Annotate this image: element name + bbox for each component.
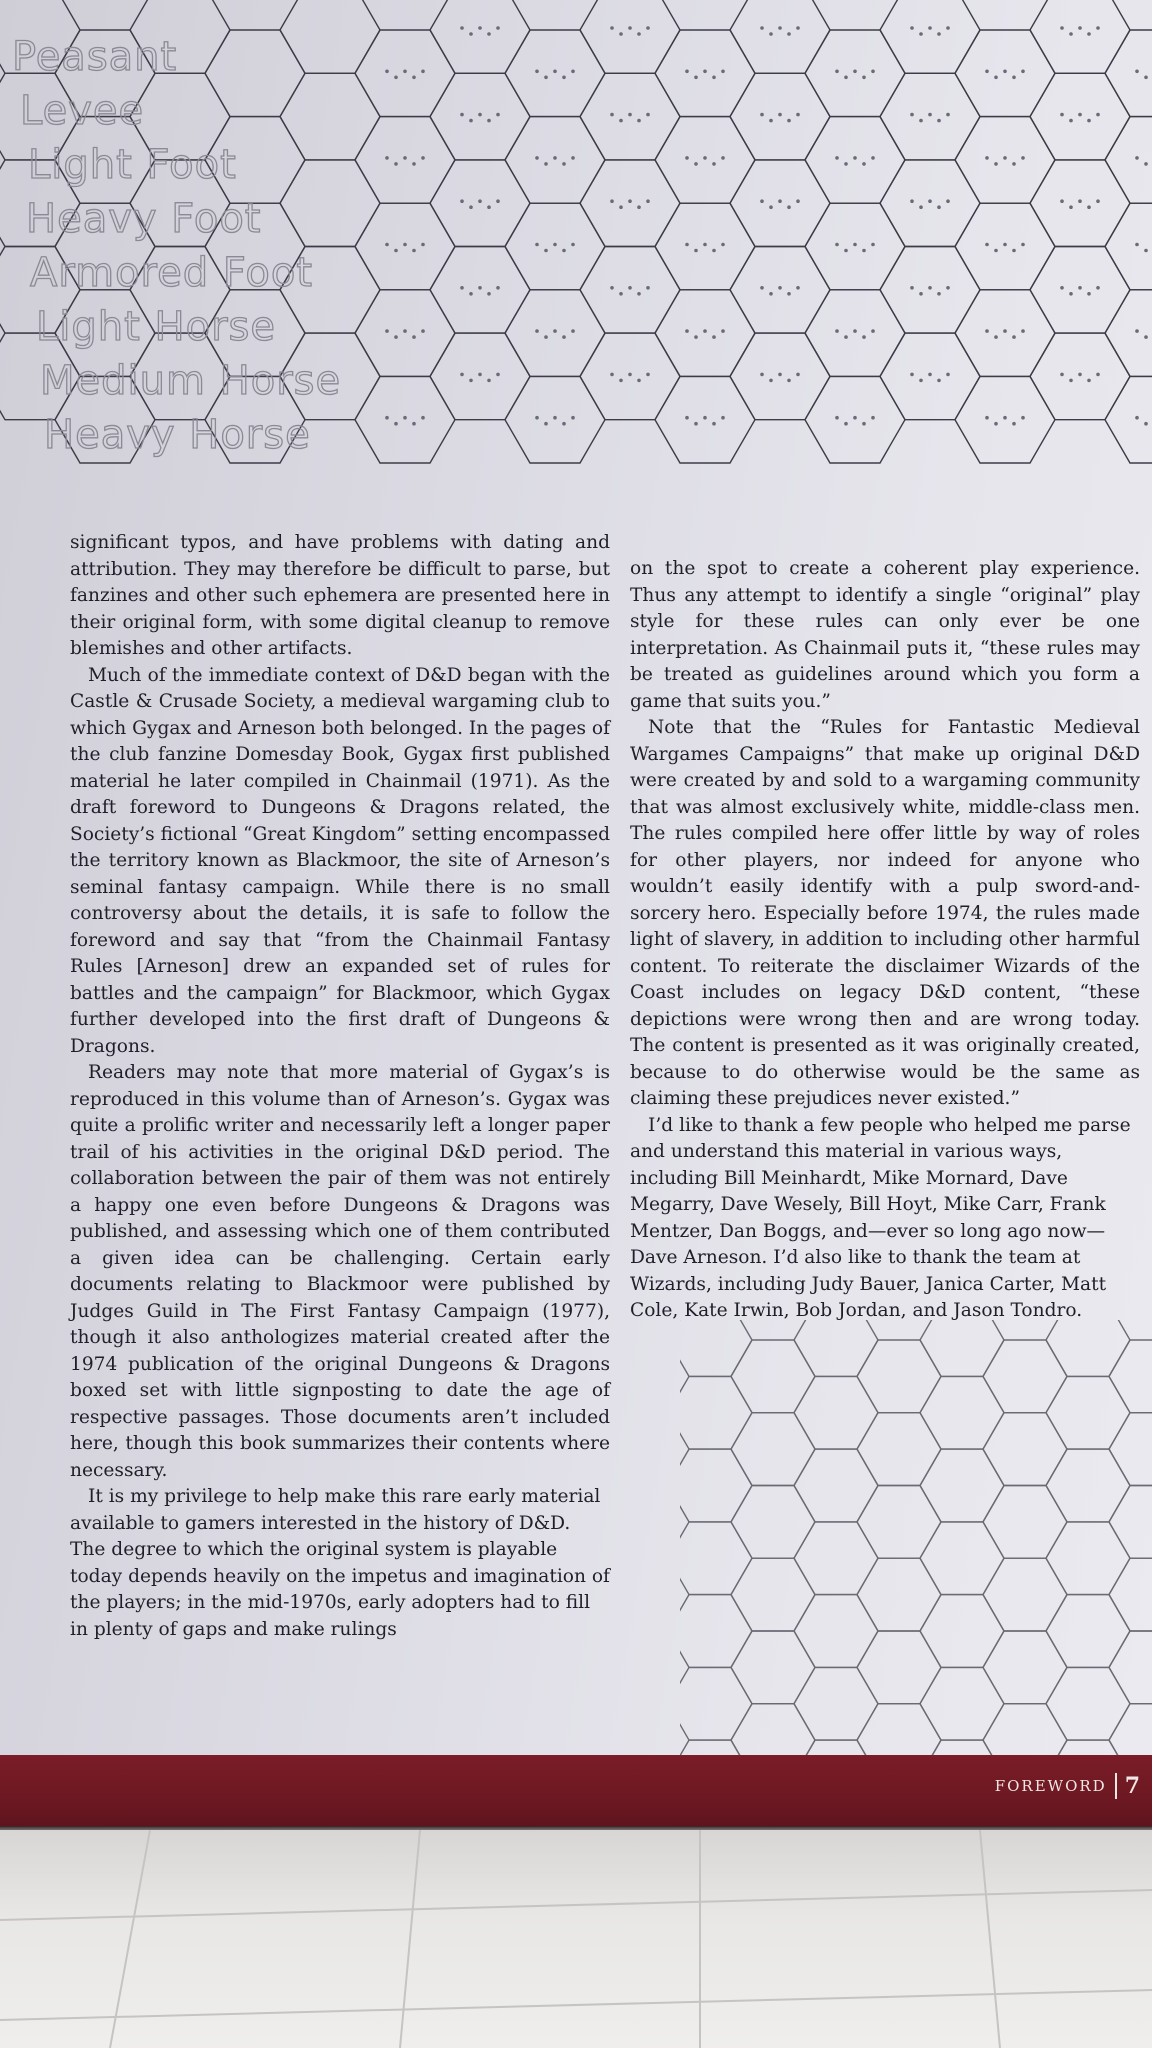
- tile-grid: [0, 1830, 1152, 2048]
- page-footer: [995, 1773, 1140, 1799]
- troop-label: Armored Foot: [30, 250, 314, 296]
- paragraph: I’d like to thank a few people who helped me parse and understand this material in various ways, including Bill Meinhardt, Mike Mornard, Dave Megarry, Dave Wesely, Bill Hoyt, Mike Carr, Frank Mentzer, Dan Boggs, and—ever so long ago now—Dave Arneson. I’d also like to thank the team at Wizards, including Judy Bauer, Janica Carter, Matt Cole, Kate Irwin, Bob Jordan, and Jason Tondro.: [630, 1114, 1131, 1321]
- troop-label: Heavy Foot: [26, 196, 262, 242]
- footer-divider: [1115, 1773, 1117, 1799]
- text-column-right: [630, 556, 1140, 1325]
- text-column-left: [70, 530, 610, 1643]
- hex-map-illustration-bottom: [680, 1320, 1152, 1760]
- troop-label: Light Horse: [36, 304, 276, 350]
- paragraph: Note that the “Rules for Fantastic Medieval Wargames Campaigns” that make up original D&D were created by and sold to a wargaming community that was almost exclusively white, middle-class men. The rules compiled here offer little by way of roles for other players, nor indeed for anyone who wouldn’t easily identify with a pulp sword-and-sorcery hero. Especially before 1974, the rules made light of slavery, in addition to including other harmful content. To reiterate the disclaimer Wizards of the Coast includes on legacy D&D content, “these depictions were wrong then and are wrong today. The content is presented as it was originally created, because to do otherwise would be the same as claiming these prejudices never existed.”: [630, 717, 1140, 1109]
- paragraph: Much of the immediate context of D&D began with the Castle & Crusade Society, a medieval wargaming club to which Gygax and Arneson both belonged. In the pages of the club fanzine Domesday Book, Gygax first published material he later compiled in Chainmail (1971). As the draft foreword to Dungeons & Dragons related, the Society’s fictional “Great Kingdom” setting encompassed the territory known as Blackmoor, the site of Arneson’s seminal fantasy campaign. While there is no small controversy about the details, it is safe to follow the foreword and say that “from the Chainmail Fantasy Rules [Arneson] drew an expanded set of rules for battles and the campaign” for Blackmoor, which Gygax further developed into the first draft of Dungeons & Dragons.: [70, 664, 610, 1057]
- section-label: FOREWORD: [994, 1777, 1107, 1795]
- paragraph: significant typos, and have problems with dating and attribution. They may therefore be difficult to parse, but fanzines and other such ephemera are presented here in their original form, with some digital cleanup to remove blemishes and other artifacts.: [70, 532, 610, 659]
- troop-label: Peasant: [12, 34, 178, 80]
- troop-label: Levee: [20, 88, 145, 134]
- troop-label: Light Foot: [28, 142, 237, 188]
- troop-label: Medium Horse: [40, 358, 342, 404]
- page-number: 7: [1124, 1773, 1140, 1799]
- table-surface: [0, 1830, 1152, 2048]
- paragraph: It is my privilege to help make this rare early material available to gamers interested in the history of D&D. The degree to which the original system is playable today depends heavily on the impetus and imagination of the players; in the mid-1970s, early adopters had to fill in plenty of gaps and make rulings: [70, 1486, 610, 1640]
- troop-type-list: [8, 30, 341, 462]
- footer-band: [0, 1755, 1152, 1827]
- troop-label: Heavy Horse: [44, 412, 311, 458]
- paragraph: on the spot to create a coherent play experience. Thus any attempt to identify a single “original” play style for these rules can only ever be one interpretation. As Chainmail puts it, “these rules may be treated as guidelines around which you form a game that suits you.”: [630, 558, 1140, 712]
- paragraph: Readers may note that more material of Gygax’s is reproduced in this volume than of Arneson’s. Gygax was quite a prolific writer and necessarily left a longer paper trail of his activities in the original D&D period. The collaboration between the pair of them was not entirely a happy one even before Dungeons & Dragons was published, and assessing which one of them contributed a given idea can be challenging. Certain early documents relating to Blackmoor were published by Judges Guild in The First Fantasy Campaign (1977), though it also anthologizes material created after the 1974 publication of the original Dungeons & Dragons boxed set with little signposting to date the age of respective passages. Those documents aren’t included here, though this book summarizes their contents where necessary.: [70, 1062, 610, 1481]
